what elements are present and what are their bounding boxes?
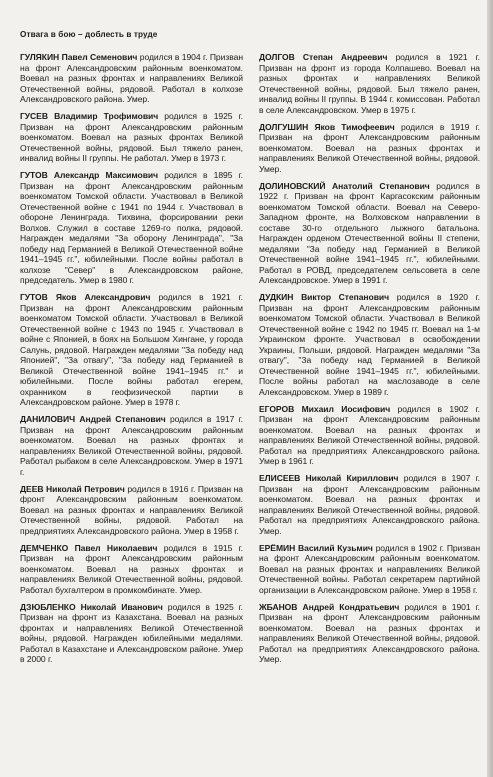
left-column	[20, 52, 243, 671]
page-edge-shadow	[487, 0, 493, 777]
person-name: ЕГОРОВ Михаил Иосифович	[259, 403, 391, 414]
biography-text: родился в 1921 г. Призван на фронт из города Колпашево. Воевал на разных фронтах и направлениях Великой Отечественной войны, рядовой. Был тяжело ранен, инвалид войны II группы. В 1944 г. комиссован. Работал в селе Александровском. Умер в 1975 г.	[259, 52, 480, 115]
biography-entry	[259, 602, 480, 665]
person-name: ГУЛЯКИН Павел Семенович	[20, 52, 138, 62]
biography-text: родился в 1919 г. Призван на фронт Александровским районным военкоматом. Воевал на разных фронтах и направлениях Великой Отечественной войны, рядовой. Умер.	[259, 121, 480, 174]
person-name: ДЕЕВ Николай Петрович	[20, 483, 125, 494]
person-name: ГУТОВ Александр Максимович	[20, 170, 159, 180]
biography-text: родился в 1895 г. Призван на фронт Александровским районным военкоматом Томской области. Участвовал в Великой Отечественной войне с 1941 по 1944 г. Участвовал в обороне Ленинграда. Тихвина, форсировании реки Волхов. Служил в составе 1269-го полка, рядовой. Награжден медалями "За оборону Ленинграда", "За победу над Германией в Великой Отечественной войне 1941–1945 гг.", юбилейными. После войны работал в колхозе "Север" в Александровском районе, председатель. Умер в 1980 г.	[20, 170, 243, 285]
biography-entry	[20, 484, 243, 537]
person-name: ЖБАНОВ Андрей Кондратьевич	[259, 601, 400, 612]
person-name: ДАНИЛОВИЧ Андрей Степанович	[20, 414, 166, 424]
biography-text: родился в 1915 г. Призван на фронт Александровским районным военкоматом. Воевал на разных фронтах и направлениях Великой Отечественной войны, рядовой. Работал бухгалтером в промкомбинате. Умер.	[20, 542, 243, 595]
right-column	[259, 52, 480, 671]
biography-text: родился в 1907 г. Призван на фронт Александровским районным военкоматом. Воевал на разных фронтах и направлениях Великой Отечественной войны, рядовой. Работал на предприятиях Александровского района. Умер.	[259, 473, 480, 536]
person-name: ДОЛИНОВСКИЙ Анатолий Степанович	[259, 180, 430, 191]
biography-entry	[259, 52, 480, 115]
biography-entry	[20, 111, 243, 164]
biography-entry	[20, 414, 243, 477]
biography-text: родился в 1901 г. Призван на фронт Александровским районным военкоматом. Воевал на разных фронтах и направлениях Великой Отечественной войны, рядовой. Работал на предприятиях Александровского района. Умер.	[259, 601, 481, 664]
biography-entry	[259, 122, 480, 175]
person-name: ЕЛИСЕЕВ Николай Кириллович	[259, 473, 399, 483]
biography-entry	[259, 292, 480, 397]
biography-text: родился в 1922 г. Призван на фронт Каргасокским районным военкоматом Томской области. Воевал на Северо-Западном фронте, на Волховском направлении в составе 30-го отдельного лыжного батальона. Награжден орденом Отечественной войны II степени, медалями "За победу над Германией в Великой Отечественной войне 1941–1945 гг.", юбилейными. Работал в РОВД, председателем сельсовета в селе Александровское. Умер в 1991 г.	[259, 180, 480, 285]
biography-entry	[259, 543, 480, 596]
person-name: ДЕМЧЕНКО Павел Николаевич	[20, 542, 158, 553]
biography-entry	[20, 292, 243, 408]
biography-entry	[20, 602, 243, 665]
biography-text: родился в 1902 г. Призван на фронт Александровским районным военкоматом. Воевал на разных фронтах и направлениях Великой Отечественной войны. Работал секретарем партийной организации в Александровском районе. Умер в 1958 г.	[259, 542, 480, 595]
biography-text: родился в 1916 г. Призван на фронт Александровским районным военкоматом. Воевал на разных фронтах и направлениях Великой Отечественной войны, рядовой. Работал на предприятиях Александровского района. Умер в 1958 г.	[20, 483, 244, 536]
person-name: ДОЛГУШИН Яков Тимофеевич	[259, 121, 395, 132]
biography-entry	[259, 404, 480, 467]
biography-text: родился в 1921 г. Призван на фронт Александровским районным военкоматом Томской области. Участвовал в Великой Отечественной войне с 1943 по 1945 г. Участвовал в войне с Японией, в боях на Большом Хингане, у города Салунь, рядовой. Награжден медалями "За победу над Японией", "За отвагу", "За победу над Германией в Великой Отечественной войне 1941–1945 гг." и юбилейными. После войны работал егерем, охранником в геофизической партии в Александровском районе. Умер в 1978 г.	[20, 292, 243, 407]
biography-text: родился в 1902 г. Призван на фронт Александровским районным военкоматом. Воевал на разных фронтах и направлениях Великой Отечественной войны, рядовой. Работал на предприятиях Александровского района. Умер в 1961 г.	[259, 403, 480, 466]
person-name: ГУСЕВ Владимир Трофимович	[20, 111, 159, 121]
biography-text: родился в 1925 г. Призван на фронт из Казахстана. Воевал на разных фронтах и направлениях Великой Отечественной войны, рядовой. Награжден юбилейными медалями. Работал в Казахстане и Александровском районе. Умер в 2000 г.	[20, 601, 243, 664]
person-name: ЕРЁМИН Василий Кузьмич	[259, 542, 373, 553]
person-name: ГУТОВ Яков Александрович	[20, 292, 151, 302]
biography-entry	[20, 543, 243, 596]
biography-entry	[20, 170, 243, 286]
person-name: ДОЛГОВ Степан Андреевич	[259, 52, 388, 62]
biography-entry	[259, 473, 480, 536]
running-header: Отвага в бою – доблесть в труде	[20, 30, 158, 39]
biography-text: родился в 1917 г. Призван на фронт Александровским районным военкоматом. Воевал на разных фронтах и направлениях Великой Отечественной войны, рядовой. Работал рыбаком в селе Александровском. Умер в 1971 г.	[20, 414, 243, 477]
biography-entry	[259, 181, 480, 286]
biography-text: родился в 1920 г. Призван на фронт Александровским районным военкоматом Томской области. Участвовал в Великой Отечественной войне с 1942 по 1945 гг. Воевал на 1-м Украинском фронте. Участвовал в освобождении Украины, Польши, рядовой. Награжден медалями "За отвагу", "За победу над Германией в Великой Отечественной войне 1941–1945 гг.", юбилейными. После войны работал на маслозаводе в селе Александровском. Умер в 1989 г.	[259, 292, 480, 397]
biography-entry	[20, 52, 243, 105]
person-name: ДЗЮБЛЕНКО Николай Иванович	[20, 601, 163, 612]
biography-text: родился в 1925 г. Призван на фронт Александровским районным военкоматом. Воевал на разных фронтах Великой Отечественной войны, рядовой. Был тяжело ранен, инвалид войны II группы. Не работал. Умер в 1973 г.	[20, 111, 243, 163]
biography-text: родился в 1904 г. Призван на фронт Александровским районным военкоматом. Воевал на разных фронтах и направлениях Великой Отечественной войны, рядовой. Работал в колхозе Александровского района. Умер.	[20, 52, 243, 104]
person-name: ДУДКИН Виктор Степанович	[259, 292, 390, 302]
